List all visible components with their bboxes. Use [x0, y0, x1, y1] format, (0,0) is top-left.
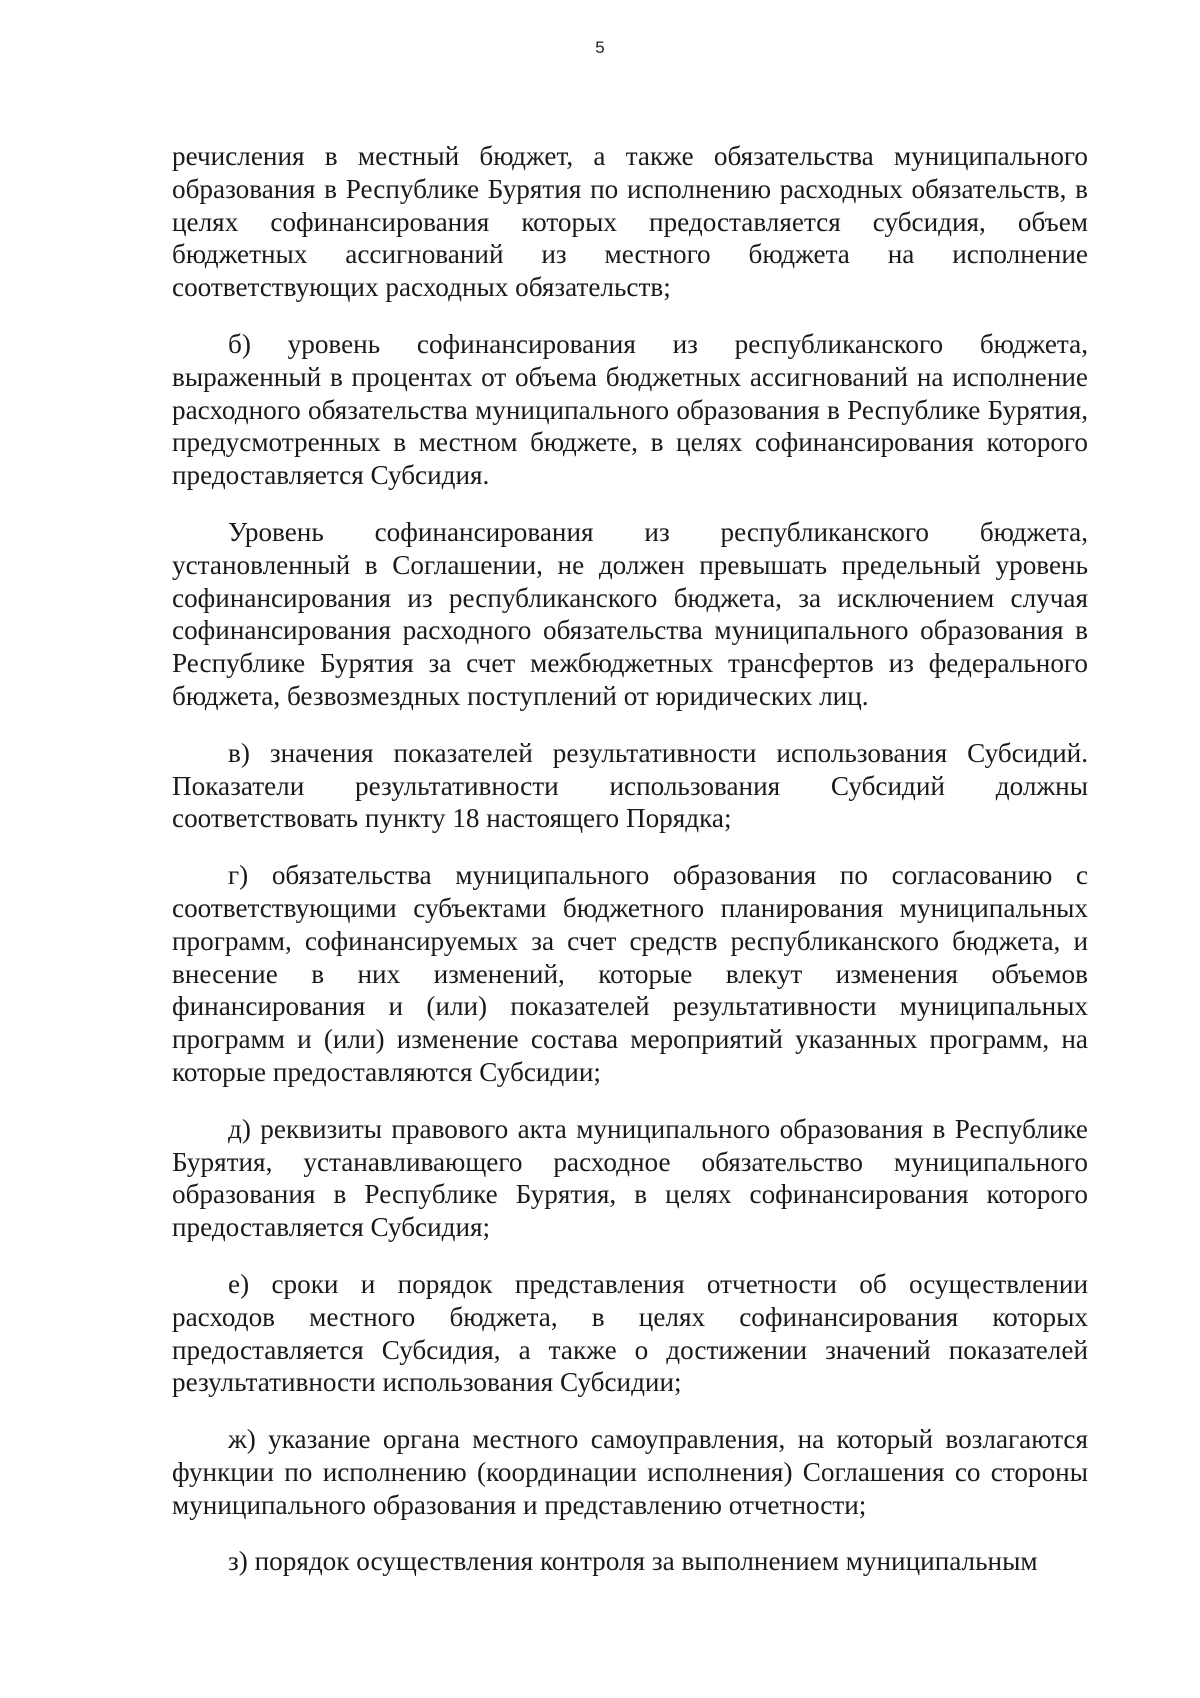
- paragraph-item-g: г) обязательства муниципального образования по согласованию с соответствующими субъектами бюджетного планирования муниципальных программ, софинансируемых за счет средств республиканского бюджета, и внесение в них изменений, которые влекут изменения объемов финансирования и (или) показателей результативности муниципальных программ и (или) изменение состава мероприятий указанных программ, на которые предоставляются Субсидии;: [172, 860, 1088, 1087]
- paragraph-item-v: в) значения показателей результативности использования Субсидий. Показатели результативности использования Субсидий должны соответствовать пункту 18 настоящего Порядка;: [172, 737, 1088, 834]
- paragraph-item-d: д) реквизиты правового акта муниципального образования в Республике Бурятия, устанавливающего расходное обязательство муниципального образования в Республике Бурятия, в целях софинансирования которого предоставляется Субсидия;: [172, 1113, 1088, 1243]
- paragraph-item-zh: ж) указание органа местного самоуправления, на который возлагаются функции по исполнению (координации исполнения) Соглашения со стороны муниципального образования и представлению отчетности;: [172, 1424, 1088, 1520]
- paragraph-continuation: речисления в местный бюджет, а также обязательства муниципального образования в Республике Бурятия по исполнению расходных обязательств, в целях софинансирования которых предоставляется субсидия, объем бюджетных ассигнований из местного бюджета на исполнение соответствующих расходных обязательств;: [172, 141, 1088, 303]
- paragraph-item-e: е) сроки и порядок представления отчетности об осуществлении расходов местного бюджета, в целях софинансирования которых предоставляется Субсидия, а также о достижении значений показателей результативности использования Субсидии;: [172, 1268, 1088, 1398]
- paragraph-item-z: з) порядок осуществления контроля за выполнением муниципальным: [228, 1546, 1038, 1577]
- paragraph-cofinancing-level: Уровень софинансирования из республиканского бюджета, установленный в Соглашении, не должен превышать предельный уровень софинансирования из республиканского бюджета, за исключением случая софинансирования расходного обязательства муниципального образования в Республике Бурятия за счет межбюджетных трансфертов из федерального бюджета, безвозмездных поступлений от юридических лиц.: [172, 516, 1088, 711]
- page-number: 5: [595, 38, 605, 57]
- document-body: [172, 140, 1088, 1602]
- paragraph-item-b: б) уровень софинансирования из республиканского бюджета, выраженный в процентах от объема бюджетных ассигнований на исполнение расходного обязательства муниципального образования в Республике Бурятия, предусмотренных в местном бюджете, в целях софинансирования которого предоставляется Субсидия.: [172, 328, 1088, 491]
